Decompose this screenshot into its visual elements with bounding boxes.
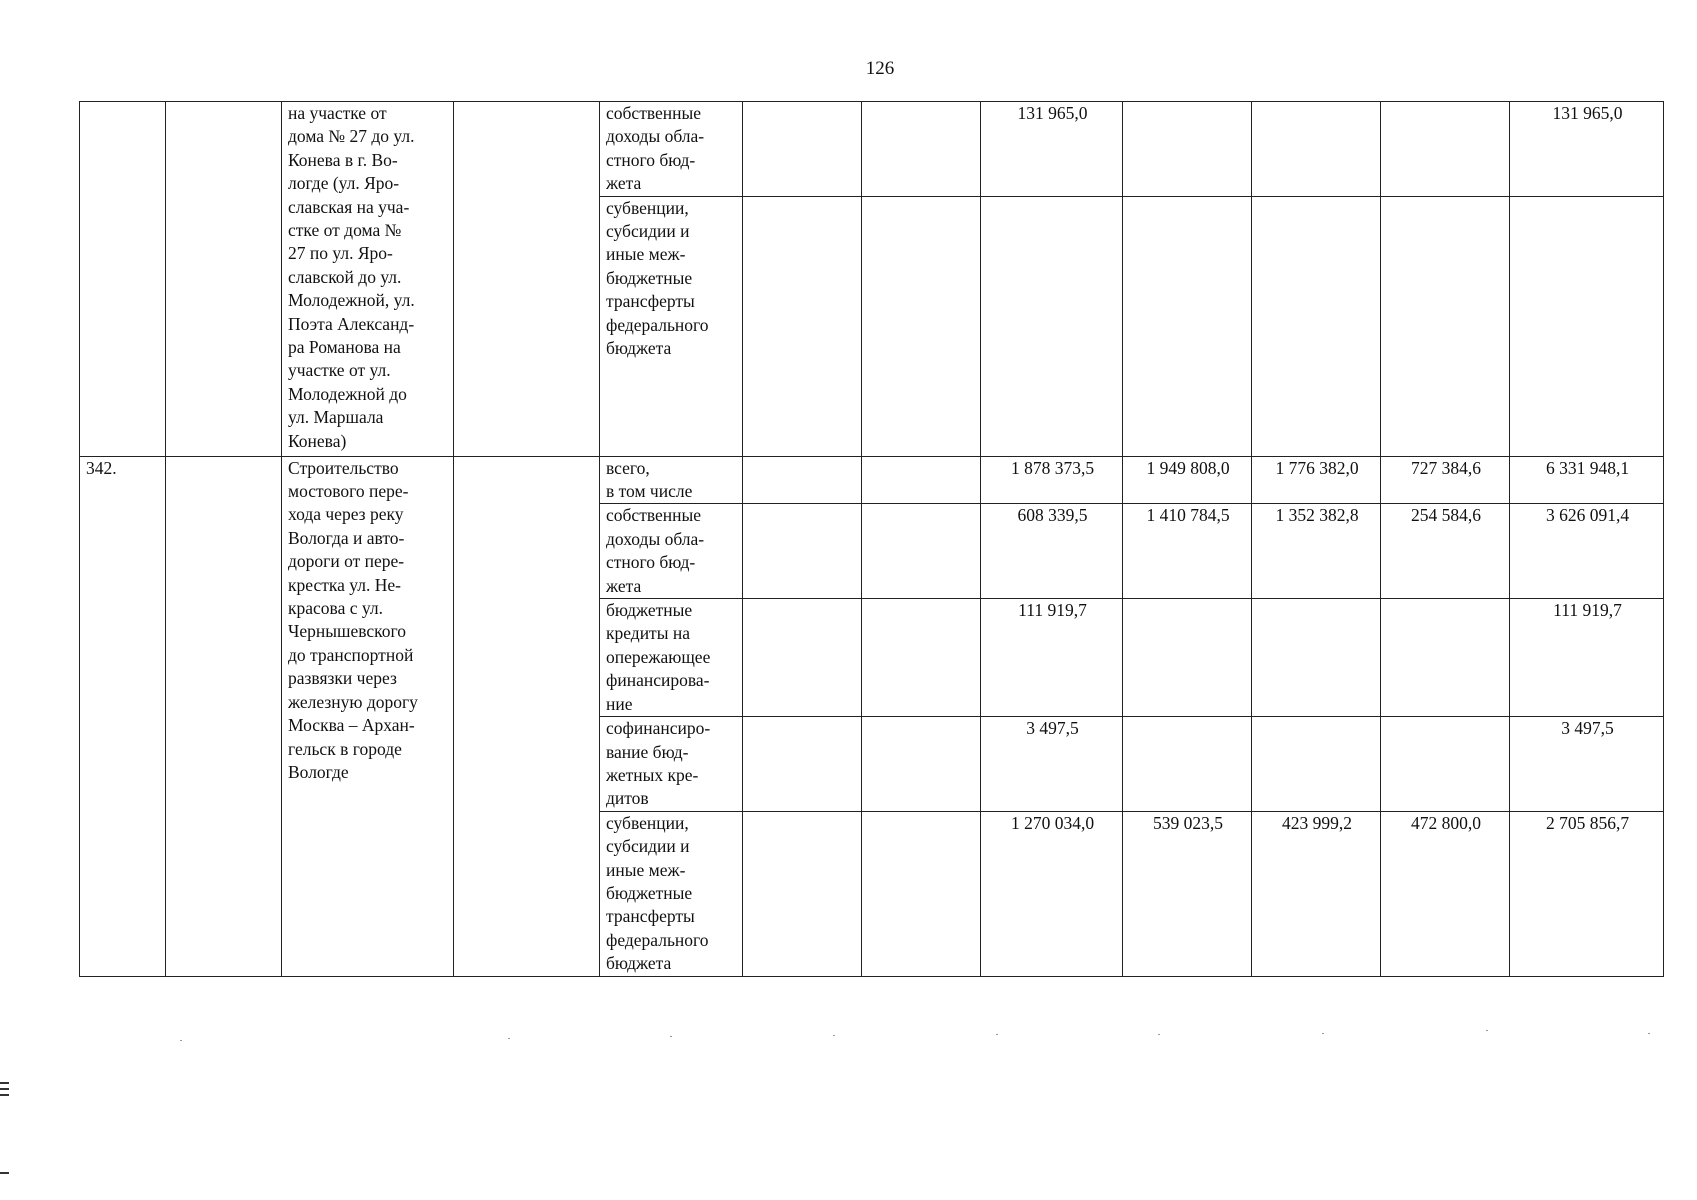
empty-cell bbox=[862, 196, 981, 456]
value-total: 2 705 856,7 bbox=[1510, 811, 1664, 976]
empty-cell bbox=[743, 599, 862, 717]
margin-mark bbox=[0, 1172, 9, 1174]
value-year-4 bbox=[1381, 599, 1510, 717]
empty-cell bbox=[743, 102, 862, 197]
value-year-1: 3 497,5 bbox=[981, 717, 1123, 812]
value-year-2 bbox=[1123, 599, 1252, 717]
empty-cell bbox=[743, 504, 862, 599]
scan-dot bbox=[180, 1040, 182, 1041]
value-year-2 bbox=[1123, 102, 1252, 197]
value-year-2: 1 949 808,0 bbox=[1123, 456, 1252, 504]
margin-mark bbox=[0, 1094, 9, 1096]
value-year-1: 608 339,5 bbox=[981, 504, 1123, 599]
table-row bbox=[80, 102, 1664, 197]
value-year-3 bbox=[1252, 102, 1381, 197]
scan-dot bbox=[1322, 1033, 1324, 1034]
scan-dot bbox=[670, 1036, 672, 1037]
page-number: 126 bbox=[865, 58, 895, 79]
value-year-4: 727 384,6 bbox=[1381, 456, 1510, 504]
budget-table bbox=[79, 101, 1664, 977]
object-description: Строительство мостового пере- хода через реку Вологда и авто- дороги от пере- крестка ул. Не- красова с ул. Чернышевского до транспортной развязки через железную дорогу Москва – Архан- гельск в городе Вологде bbox=[282, 456, 454, 976]
value-year-4: 254 584,6 bbox=[1381, 504, 1510, 599]
empty-cell bbox=[862, 599, 981, 717]
funding-source: субвенции, субсидии и иные меж- бюджетные трансферты федерального бюджета bbox=[600, 811, 743, 976]
value-year-2: 1 410 784,5 bbox=[1123, 504, 1252, 599]
value-year-4: 472 800,0 bbox=[1381, 811, 1510, 976]
funding-source: субвенции, субсидии и иные меж- бюджетные трансферты федерального бюджета bbox=[600, 196, 743, 456]
value-year-3 bbox=[1252, 599, 1381, 717]
index-cell bbox=[80, 102, 166, 457]
value-year-2 bbox=[1123, 717, 1252, 812]
funding-source: всего, в том числе bbox=[600, 456, 743, 504]
empty-cell bbox=[862, 102, 981, 197]
value-year-2: 539 023,5 bbox=[1123, 811, 1252, 976]
value-total: 131 965,0 bbox=[1510, 102, 1664, 197]
margin-mark bbox=[0, 1088, 9, 1090]
value-year-1 bbox=[981, 196, 1123, 456]
scan-dot bbox=[996, 1034, 998, 1035]
value-total: 3 497,5 bbox=[1510, 717, 1664, 812]
value-year-3 bbox=[1252, 196, 1381, 456]
value-year-3: 423 999,2 bbox=[1252, 811, 1381, 976]
scan-dot bbox=[1158, 1034, 1160, 1035]
scan-dot bbox=[1486, 1030, 1488, 1031]
value-year-1: 111 919,7 bbox=[981, 599, 1123, 717]
empty-cell bbox=[862, 504, 981, 599]
empty-cell bbox=[862, 717, 981, 812]
empty-cell bbox=[166, 456, 282, 976]
index-cell: 342. bbox=[80, 456, 166, 976]
table-row bbox=[80, 456, 1664, 504]
value-total: 111 919,7 bbox=[1510, 599, 1664, 717]
empty-cell bbox=[743, 456, 862, 504]
empty-cell bbox=[862, 456, 981, 504]
empty-cell bbox=[862, 811, 981, 976]
scan-dot bbox=[833, 1035, 835, 1036]
value-year-3: 1 352 382,8 bbox=[1252, 504, 1381, 599]
value-year-1: 1 878 373,5 bbox=[981, 456, 1123, 504]
value-year-4 bbox=[1381, 102, 1510, 197]
funding-source: софинансиро- вание бюд- жетных кре- дитов bbox=[600, 717, 743, 812]
empty-cell bbox=[166, 102, 282, 457]
funding-source: собственные доходы обла- стного бюд- жета bbox=[600, 504, 743, 599]
value-total: 3 626 091,4 bbox=[1510, 504, 1664, 599]
value-year-2 bbox=[1123, 196, 1252, 456]
value-total: 6 331 948,1 bbox=[1510, 456, 1664, 504]
value-year-1: 131 965,0 bbox=[981, 102, 1123, 197]
margin-mark bbox=[0, 1082, 9, 1084]
value-year-3: 1 776 382,0 bbox=[1252, 456, 1381, 504]
scan-dot bbox=[1648, 1033, 1650, 1034]
empty-cell bbox=[743, 196, 862, 456]
value-year-3 bbox=[1252, 717, 1381, 812]
value-total bbox=[1510, 196, 1664, 456]
value-year-4 bbox=[1381, 717, 1510, 812]
value-year-4 bbox=[1381, 196, 1510, 456]
empty-cell bbox=[454, 456, 600, 976]
value-year-1: 1 270 034,0 bbox=[981, 811, 1123, 976]
empty-cell bbox=[743, 717, 862, 812]
funding-source: собственные доходы обла- стного бюд- жета bbox=[600, 102, 743, 197]
empty-cell bbox=[454, 102, 600, 457]
scan-dot bbox=[508, 1038, 510, 1039]
empty-cell bbox=[743, 811, 862, 976]
funding-source: бюджетные кредиты на опережающее финансирова- ние bbox=[600, 599, 743, 717]
object-description: на участке от дома № 27 до ул. Конева в г. Во- логде (ул. Яро- славская на уча- стке от дома № 27 по ул. Яро- славской до ул. Молодежной, ул. Поэта Александ- ра Романова на участке от ул. Молодежной до ул. Маршала Конева) bbox=[282, 102, 454, 457]
